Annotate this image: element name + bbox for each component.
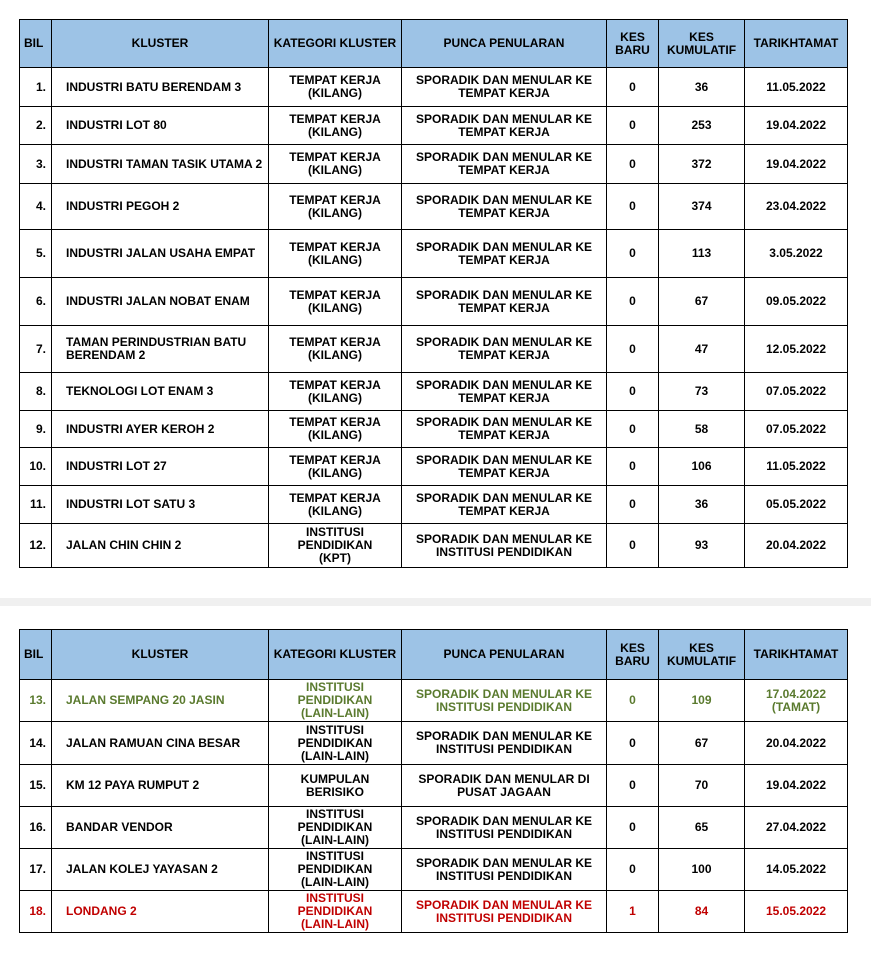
cell-kes-baru: 0: [607, 524, 659, 568]
cell-punca: [402, 448, 607, 486]
kategori-line: (LAIN-LAIN): [301, 875, 369, 889]
punca-line: SPORADIK DAN MENULAR KE: [415, 897, 592, 912]
cell-kes-baru: 0: [607, 184, 659, 230]
cell-kluster: LONDANG 2: [52, 891, 269, 933]
cell-punca: [402, 524, 607, 568]
cell-kategori: [269, 145, 402, 184]
header-tarikh-tamat: TARIKHTAMAT: [745, 20, 848, 68]
cell-kluster: TEKNOLOGI LOT ENAM 3: [52, 373, 269, 411]
kategori-line: PENDIDIKAN: [297, 820, 373, 834]
punca-line: SPORADIK DAN MENULAR KE: [415, 73, 592, 87]
cell-bil: 5.: [20, 230, 52, 278]
punca-line: SPORADIK DAN MENULAR KE: [415, 287, 592, 302]
tarikh-line: 27.04.2022: [765, 820, 827, 834]
cell-tarikh-tamat: [745, 230, 848, 278]
cell-punca: [402, 411, 607, 448]
kategori-line: TEMPAT KERJA: [289, 335, 381, 349]
punca-line: SPORADIK DAN MENULAR KE: [415, 377, 592, 392]
table-row: [20, 278, 848, 326]
cell-tarikh-tamat: [745, 411, 848, 448]
cell-punca: [402, 807, 607, 849]
cell-kes-kumulatif: 67: [659, 278, 745, 326]
cell-bil: 18.: [20, 891, 52, 933]
kategori-line: (KILANG): [308, 163, 362, 177]
cell-kluster: JALAN SEMPANG 20 JASIN: [52, 680, 269, 722]
table-row: [20, 373, 848, 411]
cell-bil: 6.: [20, 278, 52, 326]
table-row: [20, 524, 848, 568]
cell-kes-kumulatif: 84: [659, 891, 745, 933]
cell-kategori: [269, 278, 402, 326]
punca-line: SPORADIK DAN MENULAR KE: [415, 415, 592, 429]
table-row: [20, 891, 848, 933]
cell-kes-baru: 0: [607, 145, 659, 184]
cell-kes-kumulatif: 106: [659, 448, 745, 486]
kategori-line: (KILANG): [308, 465, 362, 480]
cell-punca: [402, 680, 607, 722]
page-divider: [0, 598, 871, 606]
header-kes-kum-line1: KES: [689, 29, 714, 44]
cell-kes-kumulatif: 47: [659, 326, 745, 373]
header-kategori: KATEGORI KLUSTER: [269, 630, 402, 680]
punca-line: INSTITUSI PENDIDIKAN: [435, 742, 572, 756]
punca-line: TEMPAT KERJA: [458, 163, 550, 177]
cluster-table-1: [19, 19, 848, 568]
cell-kluster: INDUSTRI JALAN USAHA EMPAT: [52, 230, 269, 278]
kategori-line: INSTITUSI: [305, 722, 364, 737]
kategori-line: INSTITUSI: [305, 680, 364, 694]
cell-kluster: TAMAN PERINDUSTRIAN BATU BERENDAM 2: [52, 326, 269, 373]
kategori-line: (KILANG): [308, 348, 362, 362]
kategori-line: INSTITUSI: [305, 849, 364, 863]
cell-kes-baru: 0: [607, 765, 659, 807]
table-row: [20, 448, 848, 486]
header-tarikh-tamat: TARIKHTAMAT: [745, 630, 848, 680]
cell-tarikh-tamat: [745, 278, 848, 326]
cell-tarikh-tamat: [745, 448, 848, 486]
kategori-line: TEMPAT KERJA: [289, 239, 381, 254]
cell-kluster: INDUSTRI TAMAN TASIK UTAMA 2: [52, 145, 269, 184]
table-row: [20, 849, 848, 891]
punca-line: SPORADIK DAN MENULAR KE: [415, 239, 592, 254]
punca-line: INSTITUSI PENDIDIKAN: [435, 699, 572, 714]
header-punca: PUNCA PENULARAN: [402, 20, 607, 68]
cell-kategori: [269, 373, 402, 411]
cell-kluster: JALAN RAMUAN CINA BESAR: [52, 722, 269, 765]
cell-kategori: [269, 184, 402, 230]
kategori-line: INSTITUSI: [305, 807, 364, 821]
punca-line: TEMPAT KERJA: [458, 428, 550, 442]
tarikh-line: 15.05.2022: [765, 904, 827, 918]
cell-bil: 4.: [20, 184, 52, 230]
punca-line: SPORADIK DAN MENULAR KE: [415, 531, 592, 546]
cell-kes-baru: 0: [607, 807, 659, 849]
cell-bil: 8.: [20, 373, 52, 411]
punca-line: SPORADIK DAN MENULAR DI: [418, 771, 590, 786]
table-row: [20, 145, 848, 184]
header-kes-baru: [607, 20, 659, 68]
punca-line: TEMPAT KERJA: [458, 300, 550, 315]
tarikh-line: 19.04.2022: [765, 118, 827, 132]
cell-kategori: [269, 891, 402, 933]
kategori-line: (KILANG): [308, 252, 362, 267]
kategori-line: PENDIDIKAN: [297, 904, 373, 918]
tarikh-line: 20.04.2022: [765, 538, 827, 552]
kategori-line: TEMPAT KERJA: [289, 490, 381, 505]
cell-kluster: INDUSTRI BATU BERENDAM 3: [52, 68, 269, 107]
tarikh-line: 09.05.2022: [765, 294, 827, 308]
kategori-line: (KILANG): [308, 205, 362, 220]
kategori-line: (LAIN-LAIN): [301, 706, 369, 720]
cell-kategori: [269, 722, 402, 765]
punca-line: SPORADIK DAN MENULAR KE: [415, 150, 592, 164]
header-kes-kum-line1: KES: [689, 640, 714, 655]
cell-bil: 7.: [20, 326, 52, 373]
cell-kes-kumulatif: 93: [659, 524, 745, 568]
tarikh-line: 20.04.2022: [765, 735, 827, 750]
kategori-line: PENDIDIKAN: [297, 735, 373, 750]
cell-tarikh-tamat: [745, 765, 848, 807]
punca-line: SPORADIK DAN MENULAR KE: [415, 192, 592, 207]
cell-bil: 14.: [20, 722, 52, 765]
cell-kluster: KM 12 PAYA RUMPUT 2: [52, 765, 269, 807]
cell-bil: 10.: [20, 448, 52, 486]
cell-kes-kumulatif: 113: [659, 230, 745, 278]
cell-kluster: JALAN CHIN CHIN 2: [52, 524, 269, 568]
cell-kategori: [269, 680, 402, 722]
cell-punca: [402, 765, 607, 807]
cell-kes-kumulatif: 58: [659, 411, 745, 448]
punca-line: SPORADIK DAN MENULAR KE: [415, 452, 592, 467]
cell-tarikh-tamat: [745, 184, 848, 230]
cell-kes-baru: 0: [607, 680, 659, 722]
punca-line: SPORADIK DAN MENULAR KE: [415, 111, 592, 126]
table-row: [20, 722, 848, 765]
cell-kategori: [269, 326, 402, 373]
cell-kes-kumulatif: 374: [659, 184, 745, 230]
cell-kes-baru: 0: [607, 849, 659, 891]
kategori-line: TEMPAT KERJA: [289, 73, 381, 87]
punca-line: PUSAT JAGAAN: [457, 784, 551, 799]
cell-punca: [402, 107, 607, 145]
cell-bil: 2.: [20, 107, 52, 145]
cell-bil: 16.: [20, 807, 52, 849]
kategori-line: (KILANG): [308, 428, 362, 442]
cell-kes-kumulatif: 67: [659, 722, 745, 765]
kategori-line: (KILANG): [308, 300, 362, 315]
header-kes-baru-line1: KES: [620, 29, 645, 44]
cell-kategori: [269, 107, 402, 145]
punca-line: INSTITUSI PENDIDIKAN: [435, 826, 572, 841]
kategori-line: TEMPAT KERJA: [289, 150, 381, 164]
cell-kategori: [269, 524, 402, 568]
cell-kluster: INDUSTRI LOT SATU 3: [52, 486, 269, 524]
punca-line: INSTITUSI PENDIDIKAN: [435, 544, 572, 559]
kategori-line: TEMPAT KERJA: [289, 415, 381, 429]
cell-kes-kumulatif: 253: [659, 107, 745, 145]
punca-line: TEMPAT KERJA: [458, 252, 550, 267]
cell-bil: 1.: [20, 68, 52, 107]
kategori-line: (KPT): [319, 551, 351, 565]
tarikh-line: 07.05.2022: [765, 384, 827, 398]
cell-tarikh-tamat: [745, 891, 848, 933]
cell-punca: [402, 68, 607, 107]
tarikh-line: (TAMAT): [771, 699, 821, 714]
cell-tarikh-tamat: [745, 107, 848, 145]
header-kes-baru-line1: KES: [620, 640, 645, 655]
table-row: [20, 230, 848, 278]
punca-line: SPORADIK DAN MENULAR KE: [415, 335, 592, 349]
cell-tarikh-tamat: [745, 373, 848, 411]
cell-kluster: INDUSTRI AYER KEROH 2: [52, 411, 269, 448]
cell-kes-kumulatif: 65: [659, 807, 745, 849]
table-row: [20, 107, 848, 145]
punca-line: TEMPAT KERJA: [458, 205, 550, 220]
cell-punca: [402, 230, 607, 278]
cell-kes-baru: 0: [607, 107, 659, 145]
cell-bil: 11.: [20, 486, 52, 524]
cell-punca: [402, 184, 607, 230]
cell-punca: [402, 891, 607, 933]
header-kluster: KLUSTER: [52, 630, 269, 680]
cell-bil: 3.: [20, 145, 52, 184]
cell-kes-baru: 0: [607, 411, 659, 448]
cell-kes-baru: 0: [607, 326, 659, 373]
header-punca: PUNCA PENULARAN: [402, 630, 607, 680]
punca-line: TEMPAT KERJA: [458, 86, 550, 100]
kategori-line: INSTITUSI: [305, 891, 364, 905]
cell-kluster: BANDAR VENDOR: [52, 807, 269, 849]
header-kes-kum-line2: KUMULATIF: [666, 42, 737, 57]
table-row: [20, 807, 848, 849]
cell-tarikh-tamat: [745, 145, 848, 184]
tarikh-line: 07.05.2022: [765, 421, 827, 436]
table-header-row: [20, 630, 848, 680]
header-kes-baru: [607, 630, 659, 680]
tarikh-line: 19.04.2022: [765, 156, 827, 171]
tarikh-line: 3.05.2022: [769, 246, 823, 260]
punca-line: TEMPAT KERJA: [458, 465, 550, 480]
cell-kluster: INDUSTRI LOT 80: [52, 107, 269, 145]
kategori-line: (KILANG): [308, 86, 362, 100]
punca-line: TEMPAT KERJA: [458, 503, 550, 518]
cell-tarikh-tamat: [745, 326, 848, 373]
cell-kluster: JALAN KOLEJ YAYASAN 2: [52, 849, 269, 891]
kategori-line: TEMPAT KERJA: [289, 192, 381, 207]
table-row: [20, 184, 848, 230]
table-row: [20, 486, 848, 524]
punca-line: TEMPAT KERJA: [458, 348, 550, 362]
header-kes-kumulatif: [659, 630, 745, 680]
cell-kategori: [269, 765, 402, 807]
cell-bil: 9.: [20, 411, 52, 448]
cell-kes-kumulatif: 73: [659, 373, 745, 411]
cell-kes-kumulatif: 372: [659, 145, 745, 184]
cell-kluster: INDUSTRI LOT 27: [52, 448, 269, 486]
cell-kluster: INDUSTRI PEGOH 2: [52, 184, 269, 230]
punca-line: TEMPAT KERJA: [458, 390, 550, 405]
kategori-line: TEMPAT KERJA: [289, 111, 381, 126]
cell-kes-baru: 0: [607, 486, 659, 524]
kategori-line: PENDIDIKAN: [297, 862, 373, 876]
cell-punca: [402, 486, 607, 524]
punca-line: TEMPAT KERJA: [458, 124, 550, 139]
kategori-line: (KILANG): [308, 503, 362, 518]
header-kes-baru-line2: BARU: [615, 42, 650, 57]
kategori-line: TEMPAT KERJA: [289, 377, 381, 392]
cell-kes-kumulatif: 100: [659, 849, 745, 891]
cluster-table-2: [19, 629, 848, 933]
table-row: [20, 680, 848, 722]
header-kluster: KLUSTER: [52, 20, 269, 68]
punca-line: SPORADIK DAN MENULAR KE: [415, 729, 592, 743]
cell-tarikh-tamat: [745, 524, 848, 568]
cell-punca: [402, 722, 607, 765]
cell-kes-baru: 1: [607, 891, 659, 933]
cell-punca: [402, 145, 607, 184]
header-bil: BIL: [20, 20, 52, 68]
punca-line: SPORADIK DAN MENULAR KE: [415, 490, 592, 505]
cell-kes-baru: 0: [607, 278, 659, 326]
cell-kategori: [269, 230, 402, 278]
cell-kategori: [269, 807, 402, 849]
kategori-line: PENDIDIKAN: [297, 693, 373, 707]
cell-kes-baru: 0: [607, 68, 659, 107]
tarikh-line: 23.04.2022: [765, 199, 827, 213]
cell-tarikh-tamat: [745, 680, 848, 722]
cell-kategori: [269, 448, 402, 486]
cell-tarikh-tamat: [745, 849, 848, 891]
tarikh-line: 05.05.2022: [765, 497, 827, 511]
cell-tarikh-tamat: [745, 807, 848, 849]
table-row: [20, 68, 848, 107]
punca-line: SPORADIK DAN MENULAR KE: [415, 686, 592, 701]
cell-kluster: INDUSTRI JALAN NOBAT ENAM: [52, 278, 269, 326]
header-kes-baru-line2: BARU: [615, 653, 650, 668]
header-kes-kum-line2: KUMULATIF: [666, 653, 737, 668]
header-kategori: KATEGORI KLUSTER: [269, 20, 402, 68]
cell-bil: 15.: [20, 765, 52, 807]
cell-kes-baru: 0: [607, 448, 659, 486]
cell-punca: [402, 373, 607, 411]
kategori-line: (LAIN-LAIN): [301, 917, 369, 931]
tarikh-line: 11.05.2022: [766, 79, 826, 94]
kategori-line: (LAIN-LAIN): [301, 833, 369, 847]
cell-tarikh-tamat: [745, 486, 848, 524]
cell-kes-baru: 0: [607, 373, 659, 411]
cell-kategori: [269, 68, 402, 107]
tarikh-line: 11.05.2022: [766, 459, 826, 473]
kategori-line: (LAIN-LAIN): [301, 748, 369, 763]
punca-line: SPORADIK DAN MENULAR KE: [415, 855, 592, 870]
kategori-line: TEMPAT KERJA: [289, 287, 381, 302]
punca-line: INSTITUSI PENDIDIKAN: [435, 910, 572, 925]
cell-tarikh-tamat: [745, 68, 848, 107]
cell-bil: 12.: [20, 524, 52, 568]
cell-bil: 17.: [20, 849, 52, 891]
kategori-line: KUMPULAN BERISIKO: [300, 771, 370, 799]
table-header-row: [20, 20, 848, 68]
kategori-line: (KILANG): [308, 124, 362, 139]
kategori-line: TEMPAT KERJA: [289, 452, 381, 467]
cell-kes-kumulatif: 70: [659, 765, 745, 807]
table-row: [20, 326, 848, 373]
punca-line: SPORADIK DAN MENULAR KE: [415, 813, 592, 828]
punca-line: INSTITUSI PENDIDIKAN: [435, 868, 572, 883]
cell-punca: [402, 278, 607, 326]
table-row: [20, 765, 848, 807]
cell-kes-kumulatif: 36: [659, 68, 745, 107]
cell-kategori: [269, 486, 402, 524]
cell-punca: [402, 849, 607, 891]
tarikh-line: 17.04.2022: [765, 686, 827, 701]
tarikh-line: 14.05.2022: [765, 862, 827, 876]
cell-kes-baru: 0: [607, 230, 659, 278]
kategori-line: PENDIDIKAN: [297, 538, 373, 552]
cell-kes-kumulatif: 36: [659, 486, 745, 524]
header-kes-kumulatif: [659, 20, 745, 68]
cell-kes-kumulatif: 109: [659, 680, 745, 722]
tarikh-line: 19.04.2022: [765, 778, 827, 792]
tarikh-line: 12.05.2022: [765, 341, 827, 356]
cell-bil: 13.: [20, 680, 52, 722]
cell-tarikh-tamat: [745, 722, 848, 765]
header-bil: BIL: [20, 630, 52, 680]
kategori-line: INSTITUSI: [305, 525, 364, 539]
cell-kategori: [269, 411, 402, 448]
kategori-line: (KILANG): [308, 390, 362, 405]
cell-punca: [402, 326, 607, 373]
cell-kes-baru: 0: [607, 722, 659, 765]
table-row: [20, 411, 848, 448]
cell-kategori: [269, 849, 402, 891]
